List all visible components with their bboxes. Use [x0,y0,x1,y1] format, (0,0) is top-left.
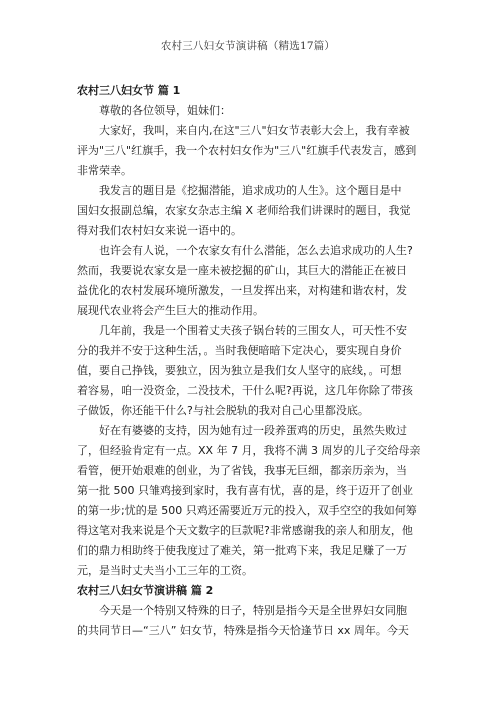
section-heading: 农村三八妇女节 篇 1 [77,84,181,97]
section-2 [77,581,421,641]
text-line: 看管，便开始艰难的创业，为了省钱，我事无巨细，都亲历亲为，当 [77,464,407,477]
text-line: 元，是当时丈夫当小工三年的工资。 [77,564,253,577]
text-line: 展现代农业将会产生巨大的推动作用。 [77,304,264,317]
text-line: 尊敬的各位领导，姐妹们： [99,104,231,117]
text-line: 值，要自己挣钱，要独立，因为独立是我们女人坚守的底线，。可想 [77,364,402,377]
text-line: 们的鼎力相助终于使我度过了难关，第一批鸡下来，我足足赚了一万 [77,544,407,557]
text-line: 益优化的农村发展环境所激发，一旦发挥出来，对构建和谐农村，发 [77,284,407,297]
text-line: 评为"三八"红旗手，我一个农村妇女作为"三八"红旗手代表发言，感到 [77,144,417,157]
text-line: 今天是一个特别又特殊的日子，特别是指今天是全世界妇女同胞 [99,604,407,617]
text-line: 然而，我要说农家女是一座未被挖掘的矿山，其巨大的潜能正在被日 [77,264,407,277]
text-line: 得对我们农村妇女来说一语中的。 [77,224,242,237]
text-line: 大家好，我叫，来自内,在这"三八"妇女节表彰大会上，我有幸被 [99,124,410,137]
text-line: 子做饭，你还能干什么?与社会脱轨的我对自己心里都没底。 [77,404,369,417]
text-line: 分的我并不安于这种生活，。当时我便暗暗下定决心，要实现自身价 [77,344,402,357]
text-line: 第一批 500 只雏鸡接到家时，我有喜有忧，喜的是，终于迈开了创业 [77,484,413,497]
text-line: 的共同节日—“三八” 妇女节，特殊是指今天恰逢节日 xx 周年。今天 [77,624,409,637]
text-line: 几年前，我是一个围着丈夫孩子锅台转的三围女人，可天性不安 [99,324,407,337]
paragraph-special-day [77,601,421,641]
paragraph-potential [77,241,421,321]
text-line: 好在有婆婆的支持，因为她有过一段养蛋鸡的历史，虽然失败过 [99,424,407,437]
text-line: 的第一步;忧的是 500 只鸡还需要近万元的投入，双手空空的我如何筹 [77,504,417,517]
paragraph-topic [77,181,421,241]
text-line: 非常荣幸。 [77,164,132,177]
text-line: 了，但经验肯定有一点。XX 年 7 月，我将不满 3 周岁的儿子交给母亲 [77,444,421,457]
text-line: 国妇女报副总编，农家女杂志主编 X 老师给我们讲课时的题目，我觉 [77,204,411,217]
text-line: 着容易，咱一没资金，二没技术，干什么呢?再说，这几年你除了带孩 [77,384,413,397]
paragraph-greeting [77,101,421,121]
paragraph-years-ago [77,321,421,421]
paragraph-support [77,421,421,581]
section-1 [77,81,421,581]
paragraph-intro [77,121,421,181]
text-line: 我发言的题目是《挖掘潜能，追求成功的人生》。这个题目是中 [99,184,402,197]
text-line: 得这笔对我来说是个天文数字的巨款呢?非常感谢我的亲人和朋友，他 [77,524,413,537]
document-title: 农村三八妇女节演讲稿（精选17篇） [160,40,336,52]
text-line: 也许会有人说，一个农家女有什么潜能，怎么去追求成功的人生? [99,244,413,257]
document-body [77,81,421,641]
section-heading: 农村三八妇女节演讲稿 篇 2 [77,584,214,597]
